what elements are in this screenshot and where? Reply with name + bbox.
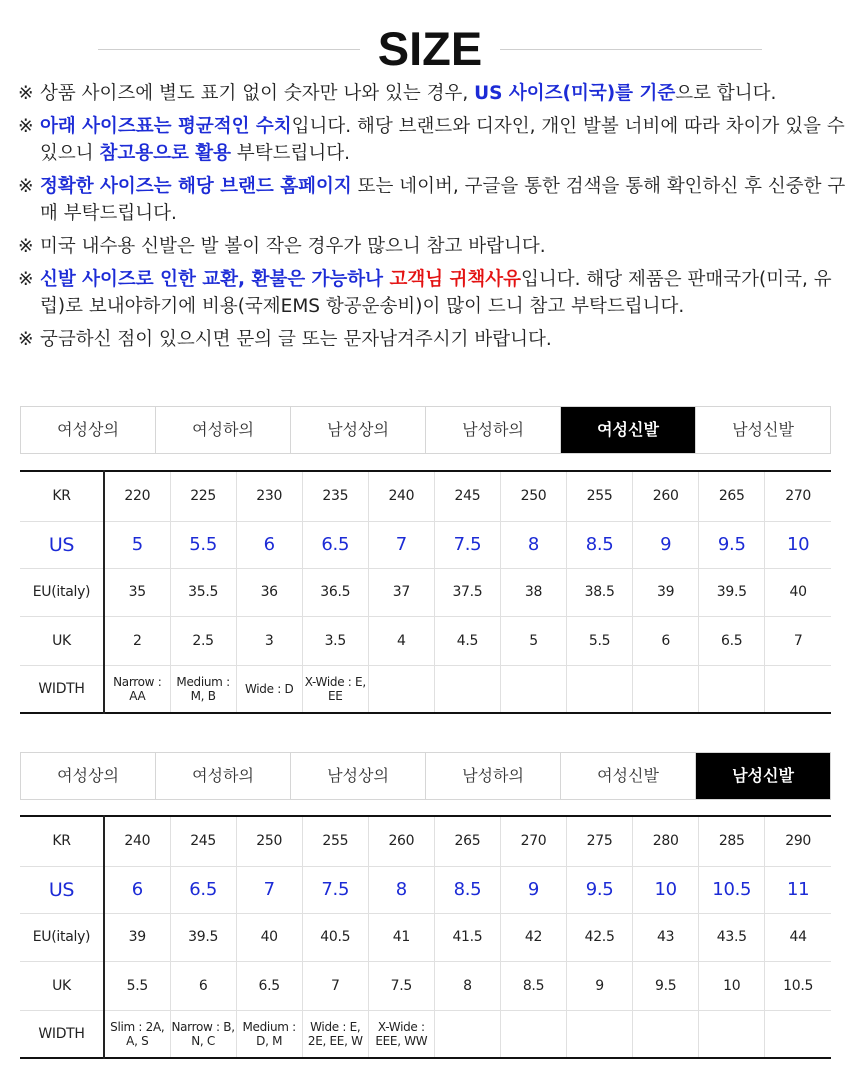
- notice-item: [18, 173, 848, 227]
- size-cell: 39: [633, 568, 699, 616]
- size-cell: 5.5: [567, 616, 633, 665]
- title-divider-left: [98, 49, 360, 50]
- category-tabs-men-shoes: [20, 752, 831, 800]
- size-cell: 39: [104, 913, 170, 961]
- size-cell: 11: [765, 866, 831, 913]
- size-cell: 44: [765, 913, 831, 961]
- notice-highlight: 고객님 귀책사유: [389, 269, 522, 290]
- size-cell: Wide : D: [236, 665, 302, 713]
- size-cell: 2.5: [170, 616, 236, 665]
- row-header: EU(italy): [20, 568, 104, 616]
- row-header: UK: [20, 616, 104, 665]
- size-cell: 255: [302, 816, 368, 866]
- size-cell: 255: [567, 471, 633, 521]
- size-cell: 9: [500, 866, 566, 913]
- notice-text: [40, 80, 848, 107]
- reference-mark-icon: ※: [18, 176, 34, 197]
- size-cell: 230: [236, 471, 302, 521]
- size-cell: 41.5: [434, 913, 500, 961]
- size-cell: 4.5: [434, 616, 500, 665]
- reference-mark-icon: ※: [18, 329, 34, 350]
- size-table-men-shoes: [20, 815, 831, 1059]
- size-cell: Narrow : B, N, C: [170, 1010, 236, 1058]
- size-cell: [368, 665, 434, 713]
- size-cell: 38.5: [567, 568, 633, 616]
- row-header: UK: [20, 961, 104, 1010]
- size-cell: 240: [368, 471, 434, 521]
- size-row-euitaly: [20, 913, 831, 961]
- size-cell: 7.5: [368, 961, 434, 1010]
- size-cell: 8: [434, 961, 500, 1010]
- notice-segment: 부탁드립니다.: [231, 143, 351, 164]
- size-cell: 3.5: [302, 616, 368, 665]
- size-cell: 5: [104, 521, 170, 568]
- row-header: WIDTH: [20, 665, 104, 713]
- size-cell: 235: [302, 471, 368, 521]
- size-cell: [434, 1010, 500, 1058]
- tab-men-shoes[interactable]: 남성신발: [696, 407, 831, 453]
- size-cell: Medium : M, B: [170, 665, 236, 713]
- size-cell: 8.5: [567, 521, 633, 568]
- size-cell: 40: [236, 913, 302, 961]
- size-cell: 41: [368, 913, 434, 961]
- size-row-kr: [20, 816, 831, 866]
- size-cell: 40: [765, 568, 831, 616]
- tab-women-shoes[interactable]: 여성신발: [561, 407, 696, 453]
- size-cell: [500, 665, 566, 713]
- tab-men-bottom[interactable]: 남성하의: [426, 407, 561, 453]
- size-cell: 38: [500, 568, 566, 616]
- size-cell: Wide : E, 2E, EE, W: [302, 1010, 368, 1058]
- reference-mark-icon: ※: [18, 236, 34, 257]
- size-cell: 37.5: [434, 568, 500, 616]
- notice-text: [40, 233, 848, 260]
- size-cell: 2: [104, 616, 170, 665]
- tab-women-bottom[interactable]: 여성하의: [156, 407, 291, 453]
- tab-men-top[interactable]: 남성상의: [291, 407, 426, 453]
- size-table-women-shoes: [20, 470, 831, 714]
- size-cell: 36.5: [302, 568, 368, 616]
- notice-segment: 궁금하신 점이 있으시면 문의 글 또는 문자남겨주시기 바랍니다.: [40, 329, 552, 350]
- size-cell: 6.5: [302, 521, 368, 568]
- reference-mark-icon: ※: [18, 269, 34, 290]
- size-cell: 43.5: [699, 913, 765, 961]
- size-cell: 39.5: [699, 568, 765, 616]
- notice-segment: 입니다. 해당 제품은 판매국가(미국, 유럽)로 보내야하기에 비용(국제EMS 항공운송비)이 많이 드니 참고 부탁드립니다.: [40, 269, 832, 317]
- size-cell: 225: [170, 471, 236, 521]
- notice-highlight: 정확한 사이즈는 해당 브랜드 홈페이지: [40, 176, 352, 197]
- size-cell: X-Wide : EEE, WW: [368, 1010, 434, 1058]
- notice-highlight: 참고용으로 활용: [99, 143, 232, 164]
- size-cell: 265: [434, 816, 500, 866]
- size-cell: [567, 665, 633, 713]
- size-cell: 39.5: [170, 913, 236, 961]
- size-cell: 270: [500, 816, 566, 866]
- size-cell: 260: [368, 816, 434, 866]
- size-cell: [765, 665, 831, 713]
- size-cell: 9: [567, 961, 633, 1010]
- notice-list: [18, 80, 848, 359]
- size-cell: 10.5: [699, 866, 765, 913]
- size-cell: 3: [236, 616, 302, 665]
- size-cell: X-Wide : E, EE: [302, 665, 368, 713]
- size-cell: 275: [567, 816, 633, 866]
- size-cell: 43: [633, 913, 699, 961]
- size-cell: 40.5: [302, 913, 368, 961]
- size-cell: 280: [633, 816, 699, 866]
- size-row-uk: [20, 616, 831, 665]
- size-row-us: [20, 866, 831, 913]
- notice-segment: 상품 사이즈에 별도 표기 없이 숫자만 나와 있는 경우,: [40, 83, 475, 104]
- tab-men-shoes[interactable]: 남성신발: [696, 753, 831, 799]
- size-cell: 245: [170, 816, 236, 866]
- notice-segment: 또는 네이버, 구글을 통한 검색을 통해 확인하신 후 신중한 구매 부탁드립니다.: [40, 176, 846, 224]
- size-cell: 9.5: [633, 961, 699, 1010]
- row-header: US: [20, 521, 104, 568]
- row-header: US: [20, 866, 104, 913]
- size-cell: 9.5: [567, 866, 633, 913]
- size-cell: 42: [500, 913, 566, 961]
- size-cell: 250: [236, 816, 302, 866]
- category-tabs-women-shoes: [20, 406, 831, 454]
- size-cell: [434, 665, 500, 713]
- size-cell: 36: [236, 568, 302, 616]
- size-cell: 6.5: [699, 616, 765, 665]
- size-cell: [500, 1010, 566, 1058]
- size-cell: [633, 665, 699, 713]
- size-cell: 250: [500, 471, 566, 521]
- size-cell: 265: [699, 471, 765, 521]
- size-cell: 7: [236, 866, 302, 913]
- size-cell: 6.5: [170, 866, 236, 913]
- size-cell: 4: [368, 616, 434, 665]
- size-cell: 7.5: [302, 866, 368, 913]
- notice-item: [18, 80, 848, 107]
- size-cell: 37: [368, 568, 434, 616]
- size-cell: [699, 1010, 765, 1058]
- size-cell: 220: [104, 471, 170, 521]
- size-cell: 290: [765, 816, 831, 866]
- size-cell: 8.5: [434, 866, 500, 913]
- size-row-euitaly: [20, 568, 831, 616]
- tab-women-bottom[interactable]: 여성하의: [156, 753, 291, 799]
- size-cell: Medium : D, M: [236, 1010, 302, 1058]
- row-header: KR: [20, 471, 104, 521]
- size-cell: 9.5: [699, 521, 765, 568]
- size-cell: 42.5: [567, 913, 633, 961]
- notice-item: [18, 113, 848, 167]
- size-cell: 10.5: [765, 961, 831, 1010]
- tab-women-top[interactable]: 여성상의: [21, 753, 156, 799]
- row-header: KR: [20, 816, 104, 866]
- size-cell: 245: [434, 471, 500, 521]
- size-cell: 5.5: [104, 961, 170, 1010]
- page-title: SIZE: [377, 22, 483, 75]
- notice-text: [40, 173, 848, 227]
- size-cell: 8: [500, 521, 566, 568]
- size-cell: 6: [104, 866, 170, 913]
- notice-highlight: US 사이즈(미국)를 기준: [474, 83, 676, 104]
- size-cell: 285: [699, 816, 765, 866]
- notice-item: [18, 326, 848, 353]
- size-cell: 10: [765, 521, 831, 568]
- notice-highlight: 신발 사이즈로 인한 교환, 환불은 가능하나: [40, 269, 390, 290]
- size-cell: 7.5: [434, 521, 500, 568]
- reference-mark-icon: ※: [18, 83, 34, 104]
- title-row: [0, 22, 860, 76]
- row-header: EU(italy): [20, 913, 104, 961]
- size-cell: 8: [368, 866, 434, 913]
- size-cell: 6: [170, 961, 236, 1010]
- row-header: WIDTH: [20, 1010, 104, 1058]
- tab-women-top[interactable]: 여성상의: [21, 407, 156, 453]
- size-cell: 35.5: [170, 568, 236, 616]
- notice-highlight: 아래 사이즈표는 평균적인 수치: [40, 116, 292, 137]
- size-cell: 5.5: [170, 521, 236, 568]
- size-cell: 10: [699, 961, 765, 1010]
- size-cell: 5: [500, 616, 566, 665]
- notice-text: [40, 326, 848, 353]
- size-cell: 240: [104, 816, 170, 866]
- tab-men-top[interactable]: 남성상의: [291, 753, 426, 799]
- tab-women-shoes[interactable]: 여성신발: [561, 753, 696, 799]
- size-row-width: [20, 665, 831, 713]
- size-cell: 6: [236, 521, 302, 568]
- notice-item: [18, 266, 848, 320]
- notice-item: [18, 233, 848, 260]
- size-cell: 35: [104, 568, 170, 616]
- size-cell: 8.5: [500, 961, 566, 1010]
- size-cell: Slim : 2A, A, S: [104, 1010, 170, 1058]
- size-cell: 260: [633, 471, 699, 521]
- size-cell: 270: [765, 471, 831, 521]
- size-cell: Narrow : AA: [104, 665, 170, 713]
- size-row-kr: [20, 471, 831, 521]
- title-divider-right: [500, 49, 762, 50]
- notice-segment: 으로 합니다.: [675, 83, 777, 104]
- tab-men-bottom[interactable]: 남성하의: [426, 753, 561, 799]
- notice-text: [40, 113, 848, 167]
- size-cell: 9: [633, 521, 699, 568]
- size-cell: [633, 1010, 699, 1058]
- size-cell: 6.5: [236, 961, 302, 1010]
- size-cell: 6: [633, 616, 699, 665]
- notice-segment: 입니다. 해당 브랜드와 디자인, 개인 발볼 너비에 따라 차이가 있을 수 있으니: [40, 116, 845, 164]
- size-row-uk: [20, 961, 831, 1010]
- size-cell: 10: [633, 866, 699, 913]
- size-cell: [765, 1010, 831, 1058]
- size-row-us: [20, 521, 831, 568]
- size-cell: 7: [302, 961, 368, 1010]
- reference-mark-icon: ※: [18, 116, 34, 137]
- notice-segment: 미국 내수용 신발은 발 볼이 작은 경우가 많으니 참고 바랍니다.: [40, 236, 546, 257]
- size-cell: 7: [368, 521, 434, 568]
- size-cell: 7: [765, 616, 831, 665]
- size-row-width: [20, 1010, 831, 1058]
- size-cell: [567, 1010, 633, 1058]
- notice-text: [40, 266, 848, 320]
- size-cell: [699, 665, 765, 713]
